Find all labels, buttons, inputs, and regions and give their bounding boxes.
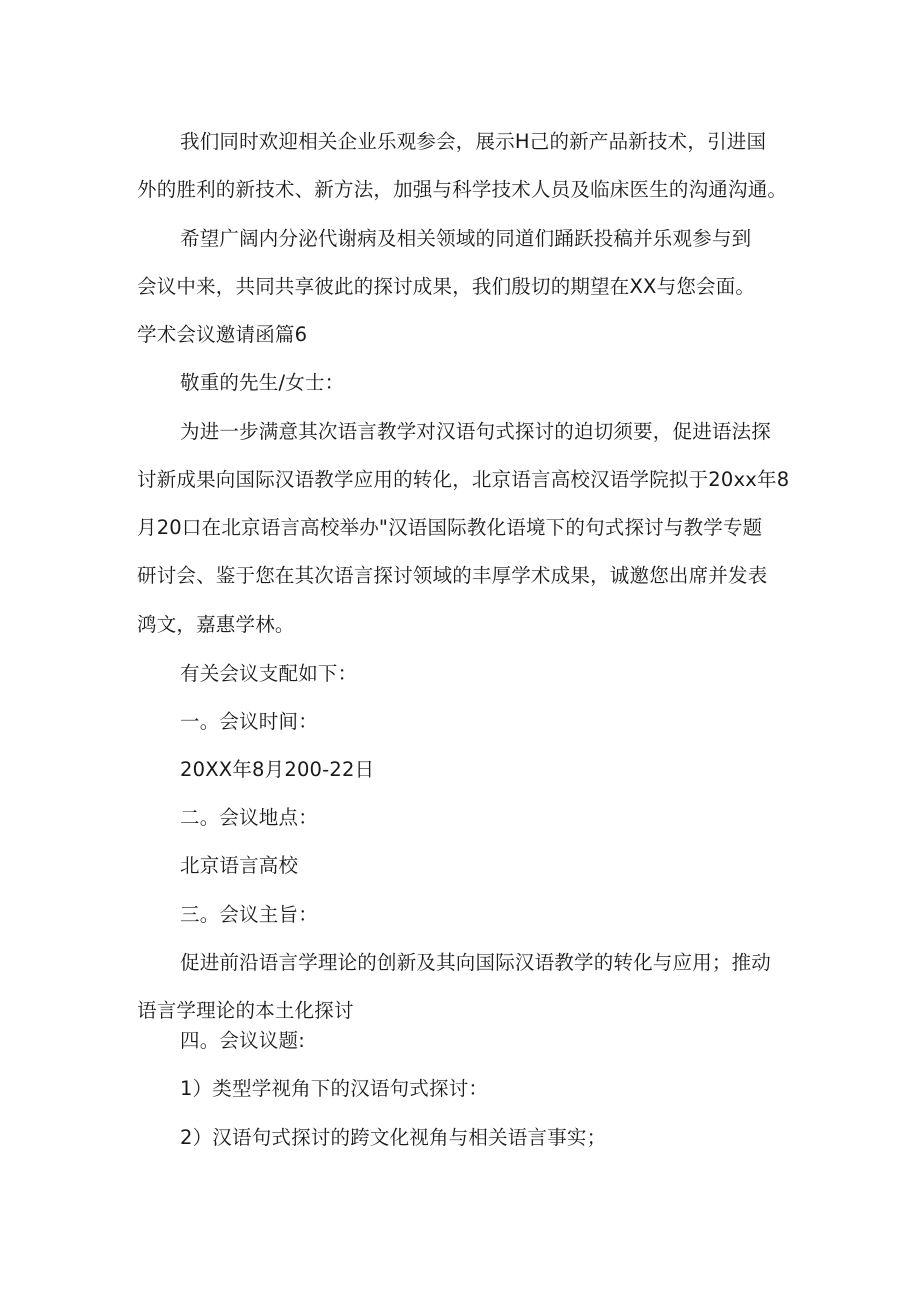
paragraph-line: 为进一步满意其次语言教学对汉语句式探讨的迫切须要，促进语法探 [180,420,772,443]
list-heading: 一。会议时间： [180,710,318,733]
paragraph-line: 会议中来，共同共享彼此的探讨成果，我们殷切的期望在XX与您会面。 [137,275,756,298]
paragraph-line: 月20口在北京语言高校举办"汉语国际教化语境下的句式探讨与教学专题 [137,516,763,539]
paragraph-line: 语言学理论的本土化探讨 [137,999,354,1022]
paragraph-line: 研讨会、鉴于您在其次语言探讨领域的丰厚学术成果，诚邀您出席并发表 [137,564,768,587]
paragraph-line: 外的胜利的新技术、新方法，加强与科学技术人员及临床医生的沟通沟通。 [137,178,788,201]
paragraph-line: 希望广阔内分泌代谢病及相关领域的同道们踊跃投稿并乐观参与到 [180,227,752,250]
list-item: 北京语言高校 [180,854,299,877]
salutation: 敬重的先生/女士： [180,371,345,394]
paragraph-line: 我们同时欢迎相关企业乐观参会，展示H己的新产品新技术，引进国 [180,130,767,153]
section-heading: 学术会议邀请函篇6 [137,323,308,346]
list-item: 1）类型学视角下的汉语句式探讨： [180,1077,489,1100]
paragraph-line: 有关会议支配如下： [180,662,358,685]
list-heading: 二。会议地点： [180,806,318,829]
list-item: 20XX年8月200-22日 [180,758,375,781]
paragraph-line: 促进前沿语言学理论的创新及其向国际汉语教学的转化与应用；推动 [180,951,772,974]
list-heading: 三。会议主旨： [180,903,318,926]
list-heading: 四。会议议题: [180,1029,305,1052]
paragraph-line: 鸿文，嘉惠学林。 [137,613,295,636]
list-item: 2）汉语句式探讨的跨文化视角与相关语言事实； [180,1126,607,1149]
paragraph-line: 讨新成果向国际汉语教学应用的转化，北京语言高校汉语学院拟于20xx年8 [137,468,790,491]
